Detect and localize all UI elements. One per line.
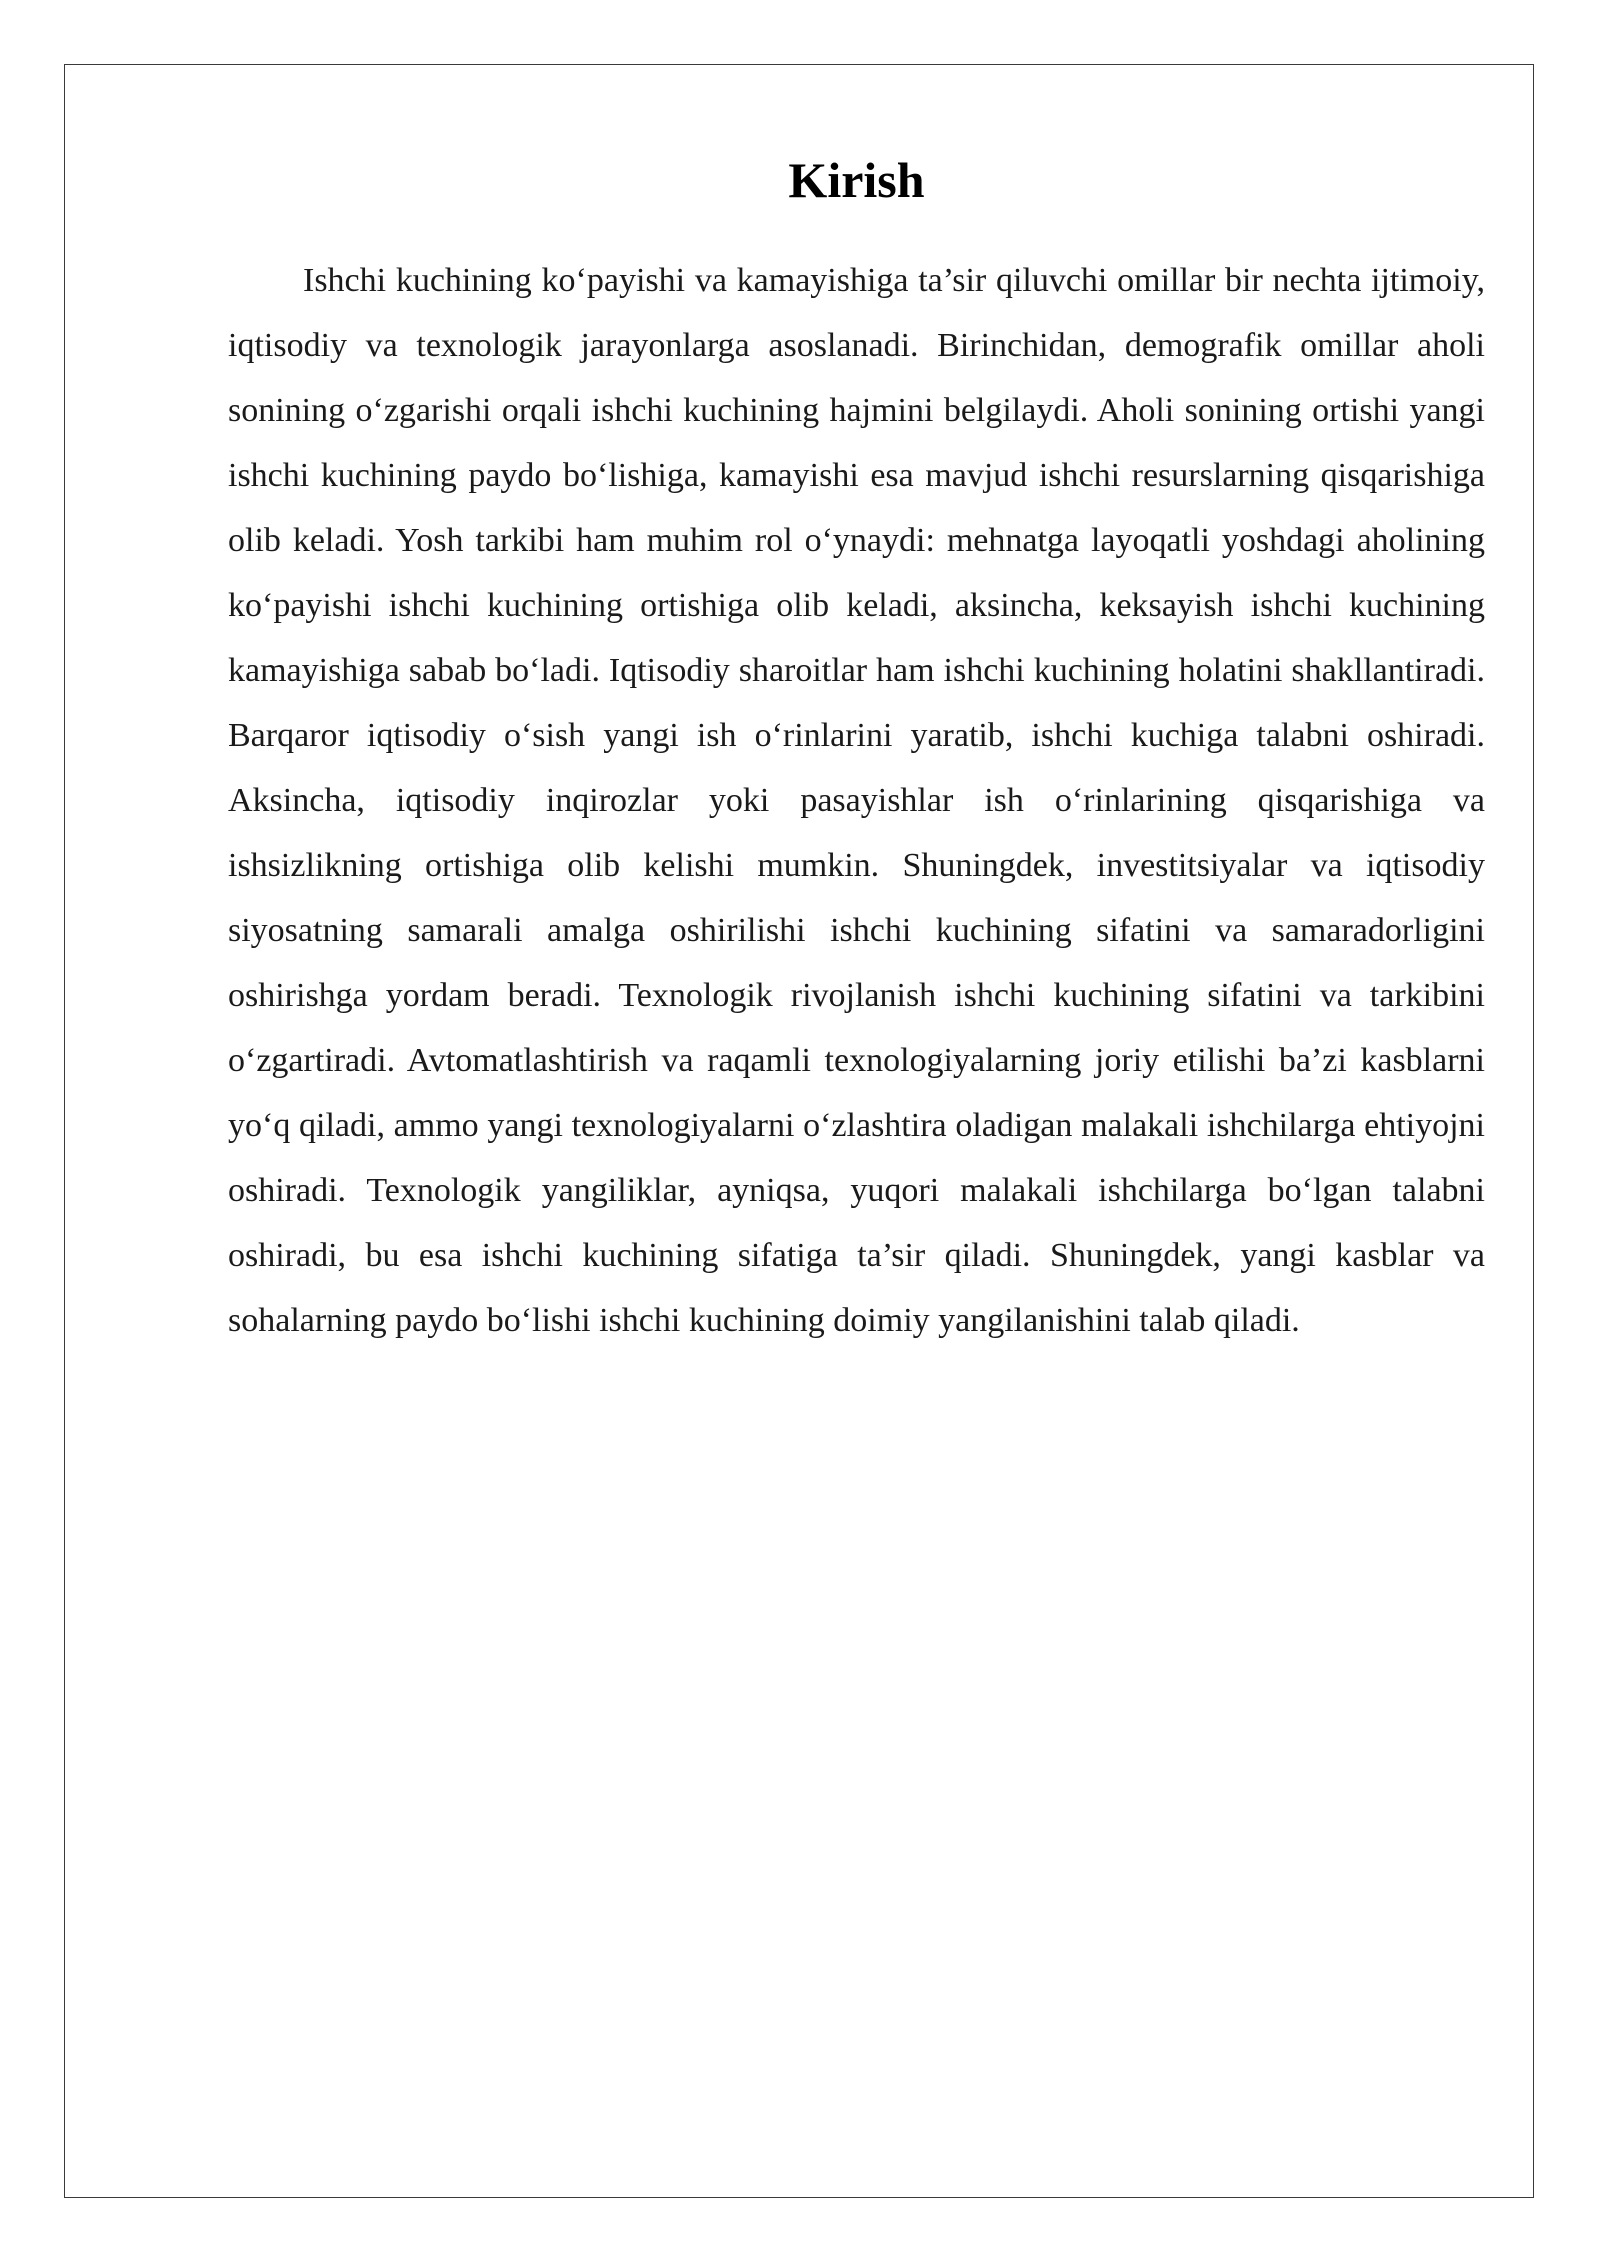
- document-title: Kirish: [788, 152, 925, 208]
- body-paragraph: Ishchi kuchining ko‘payishi va kamayishiga ta’sir qiluvchi omillar bir nechta ijtimoiy, iqtisodiy va texnologik jarayonlarga asoslanadi. Birinchidan, demografik omillar aholi sonining o‘zgarishi orqali ishchi kuchining hajmini belgilaydi. Aholi sonining ortishi yangi ishchi kuchining paydo bo‘lishiga, kamayishi esa mavjud ishchi resurslarning qisqarishiga olib keladi. Yosh tarkibi ham muhim rol o‘ynaydi: mehnatga layoqatli yoshdagi aholining ko‘payishi ishchi kuchining ortishiga olib keladi, aksincha, keksayish ishchi kuchining kamayishiga sabab bo‘ladi. Iqtisodiy sharoitlar ham ishchi kuchining holatini shakllantiradi. Barqaror iqtisodiy o‘sish yangi ish o‘rinlarini yaratib, ishchi kuchiga talabni oshiradi. Aksincha, iqtisodiy inqirozlar yoki pasayishlar ish o‘rinlarining qisqarishiga va ishsizlikning ortishiga olib kelishi mumkin. Shuningdek, investitsiyalar va iqtisodiy siyosatning samarali amalga oshirilishi ishchi kuchining sifatini va samaradorligini oshirishga yordam beradi. Texnologik rivojlanish ishchi kuchining sifatini va tarkibini o‘zgartiradi. Avtomatlashtirish va raqamli texnologiyalarning joriy etilishi ba’zi kasblarni yo‘q qiladi, ammo yangi texnologiyalarni o‘zlashtira oladigan malakali ishchilarga ehtiyojni oshiradi. Texnologik yangiliklar, ayniqsa, yuqori malakali ishchilarga bo‘lgan talabni oshiradi, bu esa ishchi kuchining sifatiga ta’sir qiladi. Shuningdek, yangi kasblar va sohalarning paydo bo‘lishi ishchi kuchining doimiy yangilanishini talab qiladi.: [228, 262, 1485, 1339]
- document-content: [228, 150, 1485, 1353]
